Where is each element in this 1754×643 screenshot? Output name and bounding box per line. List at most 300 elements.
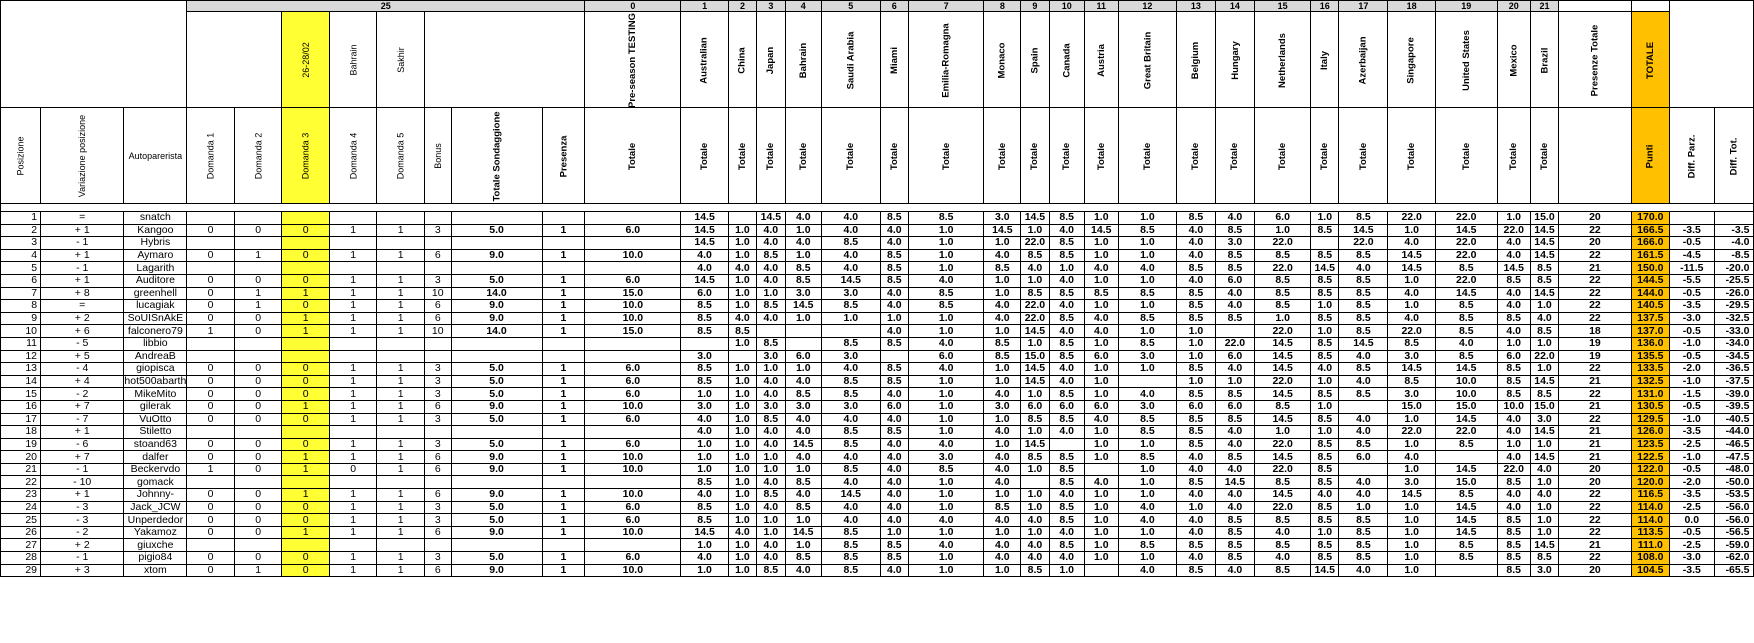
header-label: Emilia-Romagna [940,22,952,98]
diff-parz-cell: -0.5 [1669,237,1714,250]
survey-cell [329,212,377,225]
gp-score-cell: 8.5 [1177,312,1215,325]
gp-score-cell: 14.5 [1530,249,1558,262]
presenze-cell: 20 [1559,237,1632,250]
gp-score-cell: 1.0 [1530,300,1558,313]
gp-score-cell: 1.0 [908,501,983,514]
header-label: Punti [1644,144,1656,168]
gp-score-cell: 1.0 [1118,476,1177,489]
gp-score-cell: 1.0 [1497,438,1530,451]
gp-score-cell: 1.0 [1118,300,1177,313]
header-label: Monaco [996,42,1008,78]
survey-cell: 0 [234,413,282,426]
header-label: Totale [1460,142,1472,170]
gp-score-cell: 4.0 [880,564,908,577]
gp-score-cell: 14.5 [1311,262,1339,275]
survey-cell [282,212,330,225]
gp-score-cell: 3.0 [821,350,880,363]
gp-name [728,12,756,108]
gp-score-cell: 4.0 [1177,224,1215,237]
gp-score-cell: 4.0 [757,274,785,287]
survey-cell: 0 [187,375,235,388]
gp-score-cell: 4.0 [1497,287,1530,300]
header-label: Totale [888,142,900,170]
survey-cell [451,237,542,250]
header-label: Diff. Tot. [1728,137,1740,175]
gp-score-cell: 1.0 [728,451,756,464]
gp-score-cell: 1.0 [728,237,756,250]
gp-score-cell: 8.5 [1435,552,1497,565]
gp-score-cell: 1.0 [1388,526,1435,539]
gp-name [585,12,681,108]
gp-score-cell: 1.0 [1118,237,1177,250]
survey-cell [187,350,235,363]
gp-score-cell: 8.5 [785,388,821,401]
gp-score-cell: 4.0 [757,501,785,514]
gp-score-cell: 1.0 [908,224,983,237]
gp-score-cell: 4.0 [1177,489,1215,502]
gp-score-cell: 4.0 [1177,552,1215,565]
gp-score-cell: 22.0 [1339,237,1388,250]
survey-cell: 5.0 [451,363,542,376]
gp-score-cell: 1.0 [1255,312,1311,325]
gp-score-cell: 1.0 [1497,212,1530,225]
position-cell: 14 [1,375,41,388]
player-name-cell: xtom [124,564,187,577]
gp-score-cell: 14.5 [1530,426,1558,439]
survey-cell: 0 [282,249,330,262]
gp-score-cell: 4.0 [1497,501,1530,514]
gp-score-cell: 8.5 [1049,451,1084,464]
round-number: 3 [757,1,785,12]
survey-cell: 0 [234,552,282,565]
gp-score-cell [1339,400,1388,413]
gp-score-cell: 1.0 [1118,438,1177,451]
pretest-total-cell: 10.0 [585,564,681,577]
table-row [1,212,1754,225]
gp-score-cell [1339,463,1388,476]
gp-score-cell: 8.5 [1118,413,1177,426]
header-label: Posizione [15,135,26,176]
survey-cell: 9.0 [451,526,542,539]
gp-score-cell: 1.0 [1021,526,1049,539]
gp-score-cell: 8.5 [1339,300,1388,313]
gp-score-cell: 1.0 [908,426,983,439]
gp-score-cell: 6.0 [681,287,728,300]
gp-score-cell: 4.0 [1339,413,1388,426]
survey-cell: 0 [187,388,235,401]
player-name-cell: VuOtto [124,413,187,426]
gp-score-cell: 4.0 [1177,237,1215,250]
survey-cell [282,262,330,275]
header-label: Totale [1357,142,1369,170]
gp-score-cell: 1.0 [1530,514,1558,527]
gp-score-cell: 8.5 [1215,552,1255,565]
gp-score-cell: 8.5 [1497,526,1530,539]
gp-score-cell: 15.0 [1530,212,1558,225]
gp-score-cell: 1.0 [728,337,756,350]
survey-cell: 1 [542,274,585,287]
gp-score-cell: 8.5 [880,363,908,376]
round-number: 6 [880,1,908,12]
gp-score-cell: 4.0 [1339,426,1388,439]
gp-score-cell: 1.0 [1118,274,1177,287]
gp-name [1215,12,1255,108]
diff-parz-cell: -5.5 [1669,274,1714,287]
gp-score-cell: 8.5 [1177,539,1215,552]
gp-score-cell: 8.5 [1435,539,1497,552]
gp-score-cell: 8.5 [1049,388,1084,401]
gp-score-cell: 8.5 [880,552,908,565]
gp-score-cell: 22.0 [1530,350,1558,363]
diff-parz-cell: -11.5 [1669,262,1714,275]
survey-cell: 1 [282,463,330,476]
gp-score-cell: 8.5 [1339,539,1388,552]
survey-cell: 3 [424,274,451,287]
gp-score-cell [1084,463,1118,476]
gp-score-cell: 1.0 [1084,212,1118,225]
gp-score-cell: 4.0 [681,426,728,439]
position-cell: 20 [1,451,41,464]
survey-cell: 1 [329,552,377,565]
header-label: Saudi Arabia [845,31,857,89]
presenze-cell: 22 [1559,274,1632,287]
gp-score-cell: 14.5 [821,489,880,502]
gp-score-cell: 1.0 [880,526,908,539]
col-totale [757,108,785,204]
gp-score-cell: 4.0 [1084,325,1118,338]
header-label: United States [1460,29,1472,91]
gp-score-cell: 4.0 [821,262,880,275]
gp-score-cell: 1.0 [681,564,728,577]
position-cell: 18 [1,426,41,439]
table-row [1,438,1754,451]
gp-score-cell: 8.5 [1255,249,1311,262]
pretest-total-cell: 6.0 [585,501,681,514]
gp-score-cell: 8.5 [1339,325,1388,338]
survey-cell: 0 [187,249,235,262]
survey-cell: 1 [282,400,330,413]
variation-cell: + 2 [41,312,124,325]
gp-score-cell: 14.5 [681,224,728,237]
gp-name [880,12,908,108]
position-cell: 3 [1,237,41,250]
presenze-cell: 20 [1559,564,1632,577]
gp-score-cell: 4.0 [821,451,880,464]
gp-score-cell: 8.5 [1497,388,1530,401]
punti-cell: 150.0 [1631,262,1669,275]
survey-cell: 1 [329,300,377,313]
variation-cell: - 6 [41,438,124,451]
gp-score-cell: 22.0 [1255,501,1311,514]
gp-score-cell: 8.5 [1339,438,1388,451]
gp-score-cell: 22.0 [1388,325,1435,338]
diff-tot-cell: -46.5 [1714,438,1753,451]
gp-score-cell: 1.0 [908,312,983,325]
gp-score-cell: 14.5 [681,237,728,250]
survey-cell: 0 [282,274,330,287]
diff-tot-cell: -33.0 [1714,325,1753,338]
gp-score-cell: 4.0 [1435,337,1497,350]
gp-score-cell: 1.0 [728,224,756,237]
gp-score-cell: 4.0 [984,300,1021,313]
round-number: 18 [1388,1,1435,12]
header-label: Totale [1141,142,1153,170]
survey-cell [377,426,425,439]
pretest-total-cell [585,426,681,439]
gp-score-cell: 8.5 [1215,514,1255,527]
diff-tot-cell: -48.0 [1714,463,1753,476]
survey-cell: 1 [377,552,425,565]
blank-cell [1631,1,1669,12]
presenze-cell: 20 [1559,212,1632,225]
gp-score-cell: 8.5 [1311,476,1339,489]
gp-score-cell [728,212,756,225]
header-label: Great Britain [1141,31,1153,89]
gp-score-cell: 8.5 [1311,312,1339,325]
variation-cell: - 1 [41,262,124,275]
gp-score-cell: 14.5 [984,224,1021,237]
gp-score-cell: 1.0 [1118,552,1177,565]
gp-score-cell: 4.0 [681,489,728,502]
player-name-cell: snatch [124,212,187,225]
survey-cell: 1 [542,489,585,502]
survey-cell [187,212,235,225]
gp-name [1530,12,1558,108]
survey-cell: 1 [282,451,330,464]
gp-score-cell: 1.0 [1177,350,1215,363]
pretest-total-cell: 6.0 [585,363,681,376]
gp-score-cell: 1.0 [1118,212,1177,225]
gp-score-cell: 8.5 [785,274,821,287]
gp-score-cell: 3.0 [681,400,728,413]
survey-cell [234,212,282,225]
survey-cell [542,212,585,225]
position-cell: 11 [1,337,41,350]
gp-score-cell: 1.0 [1118,249,1177,262]
table-row [1,287,1754,300]
survey-cell: 1 [377,501,425,514]
punti-cell: 126.0 [1631,426,1669,439]
gp-score-cell: 4.0 [757,426,785,439]
survey-cell: 1 [329,514,377,527]
gp-score-cell: 4.0 [821,501,880,514]
gp-score-cell [785,325,821,338]
player-name-cell: AndreaB [124,350,187,363]
position-cell: 6 [1,274,41,287]
survey-cell: 1 [329,274,377,287]
survey-cell [187,426,235,439]
survey-cell [187,337,235,350]
diff-tot-cell: -56.0 [1714,514,1753,527]
survey-cell [234,476,282,489]
gp-score-cell: 4.0 [908,438,983,451]
variation-cell: - 3 [41,514,124,527]
gp-score-cell: 4.0 [681,249,728,262]
gp-score-cell: 4.0 [1215,212,1255,225]
variation-cell: + 1 [41,426,124,439]
col-d2 [234,108,282,204]
gp-score-cell: 14.5 [1084,224,1118,237]
variation-cell: + 5 [41,350,124,363]
position-cell: 8 [1,300,41,313]
col-totale [821,108,880,204]
pretest-total-cell: 10.0 [585,463,681,476]
gp-score-cell: 4.0 [1497,325,1530,338]
gp-score-cell: 4.0 [1118,262,1177,275]
player-name-cell: Jack_JCW [124,501,187,514]
gp-score-cell: 1.0 [681,438,728,451]
gp-score-cell: 8.5 [757,564,785,577]
punti-cell: 104.5 [1631,564,1669,577]
gp-score-cell: 8.5 [1021,287,1049,300]
variation-cell: - 3 [41,501,124,514]
survey-cell: 1 [187,463,235,476]
survey-cell [187,539,235,552]
survey-cell [542,426,585,439]
diff-tot-cell: -62.0 [1714,552,1753,565]
survey-cell: 1 [377,325,425,338]
survey-cell: 1 [329,224,377,237]
col-totale [1084,108,1118,204]
survey-cell: 5.0 [451,224,542,237]
gp-score-cell: 8.5 [1049,249,1084,262]
gp-score-cell: 4.0 [908,539,983,552]
gp-score-cell: 1.0 [821,312,880,325]
gp-score-cell: 6.0 [1339,451,1388,464]
gp-score-cell: 8.5 [880,262,908,275]
round-number: 5 [821,1,880,12]
survey-cell: 3 [424,413,451,426]
variation-cell: + 8 [41,287,124,300]
gp-score-cell: 14.5 [681,274,728,287]
gp-score-cell: 8.5 [1177,388,1215,401]
gp-score-cell: 1.0 [681,539,728,552]
gp-score-cell: 14.5 [1435,224,1497,237]
survey-cell: 1 [542,287,585,300]
gp-score-cell: 1.0 [908,489,983,502]
diff-parz-cell: -1.5 [1669,388,1714,401]
presenze-cell: 21 [1559,426,1632,439]
gp-score-cell: 4.0 [1177,463,1215,476]
gp-score-cell: 8.5 [1177,287,1215,300]
variation-cell: - 1 [41,463,124,476]
gp-score-cell: 22.0 [1021,300,1049,313]
gp-score-cell: 4.0 [785,426,821,439]
spacer-cell [1,204,1754,212]
gp-score-cell: 22.0 [1388,426,1435,439]
survey-cell [451,337,542,350]
survey-cell [424,426,451,439]
survey-cell: 1 [282,325,330,338]
col-totale [728,108,756,204]
gp-score-cell: 1.0 [785,514,821,527]
position-cell: 23 [1,489,41,502]
survey-cell: 6 [424,526,451,539]
survey-cell: 1 [377,287,425,300]
diff-parz-cell: -2.5 [1669,501,1714,514]
gp-score-cell: 8.5 [681,300,728,313]
survey-cell: 1 [377,363,425,376]
gp-score-cell: 14.5 [1255,489,1311,502]
survey-cell: 0 [187,287,235,300]
survey-cell: 0 [187,400,235,413]
survey-cell [424,539,451,552]
survey-cell: 1 [282,287,330,300]
gp-score-cell: 1.0 [728,249,756,262]
diff-parz-cell: -2.5 [1669,438,1714,451]
gp-score-cell: 4.0 [880,325,908,338]
survey-cell: 0 [329,463,377,476]
gp-score-cell: 1.0 [1388,413,1435,426]
gp-score-cell: 4.0 [1084,413,1118,426]
survey-cell: 5.0 [451,501,542,514]
punti-cell: 108.0 [1631,552,1669,565]
punti-cell: 129.5 [1631,413,1669,426]
gp-score-cell: 8.5 [1021,249,1049,262]
gp-score-cell: 8.5 [785,476,821,489]
gp-score-cell: 4.0 [821,413,880,426]
gp-score-cell: 22.0 [1255,375,1311,388]
survey-cell: 1 [329,438,377,451]
diff-tot-cell: -37.5 [1714,375,1753,388]
gp-score-cell: 1.0 [757,363,785,376]
gp-score-cell: 8.5 [1339,249,1388,262]
gp-score-cell: 8.5 [1049,337,1084,350]
gp-score-cell: 8.5 [1215,224,1255,237]
presenze-cell: 21 [1559,262,1632,275]
header-label: Totale [845,142,857,170]
round-number: 13 [1177,1,1215,12]
survey-cell: 1 [329,489,377,502]
gp-score-cell: 6.0 [880,400,908,413]
presenze-cell: 21 [1559,400,1632,413]
presenze-cell: 22 [1559,224,1632,237]
gp-score-cell: 8.5 [1177,212,1215,225]
gp-score-cell: 14.5 [681,212,728,225]
gp-score-cell: 1.0 [1311,300,1339,313]
gp-score-cell: 8.5 [1118,312,1177,325]
gp-score-cell: 8.5 [1530,552,1558,565]
gp-score-cell: 8.5 [1497,274,1530,287]
header-label: Diff. Parz. [1686,134,1698,178]
diff-parz-cell: -2.0 [1669,476,1714,489]
gp-score-cell: 8.5 [1435,325,1497,338]
survey-cell: 1 [542,501,585,514]
header-label: Totale [1277,142,1289,170]
survey-cell: 9.0 [451,249,542,262]
gp-score-cell: 1.0 [1084,249,1118,262]
gp-score-cell: 1.0 [1388,501,1435,514]
survey-cell: 1 [377,274,425,287]
gp-score-cell: 8.5 [908,212,983,225]
survey-cell [329,237,377,250]
gp-name [785,12,821,108]
blank-cell [234,12,282,108]
gp-score-cell: 1.0 [1084,388,1118,401]
position-cell: 22 [1,476,41,489]
gp-score-cell: 8.5 [728,325,756,338]
gp-name [1311,12,1339,108]
gp-score-cell: 8.5 [1049,287,1084,300]
gp-score-cell: 1.0 [728,489,756,502]
survey-cell: 0 [234,501,282,514]
survey-cell [424,337,451,350]
gp-score-cell: 14.5 [821,274,880,287]
survey-cell: 6 [424,463,451,476]
gp-name [1177,12,1215,108]
survey-cell: 0 [187,312,235,325]
